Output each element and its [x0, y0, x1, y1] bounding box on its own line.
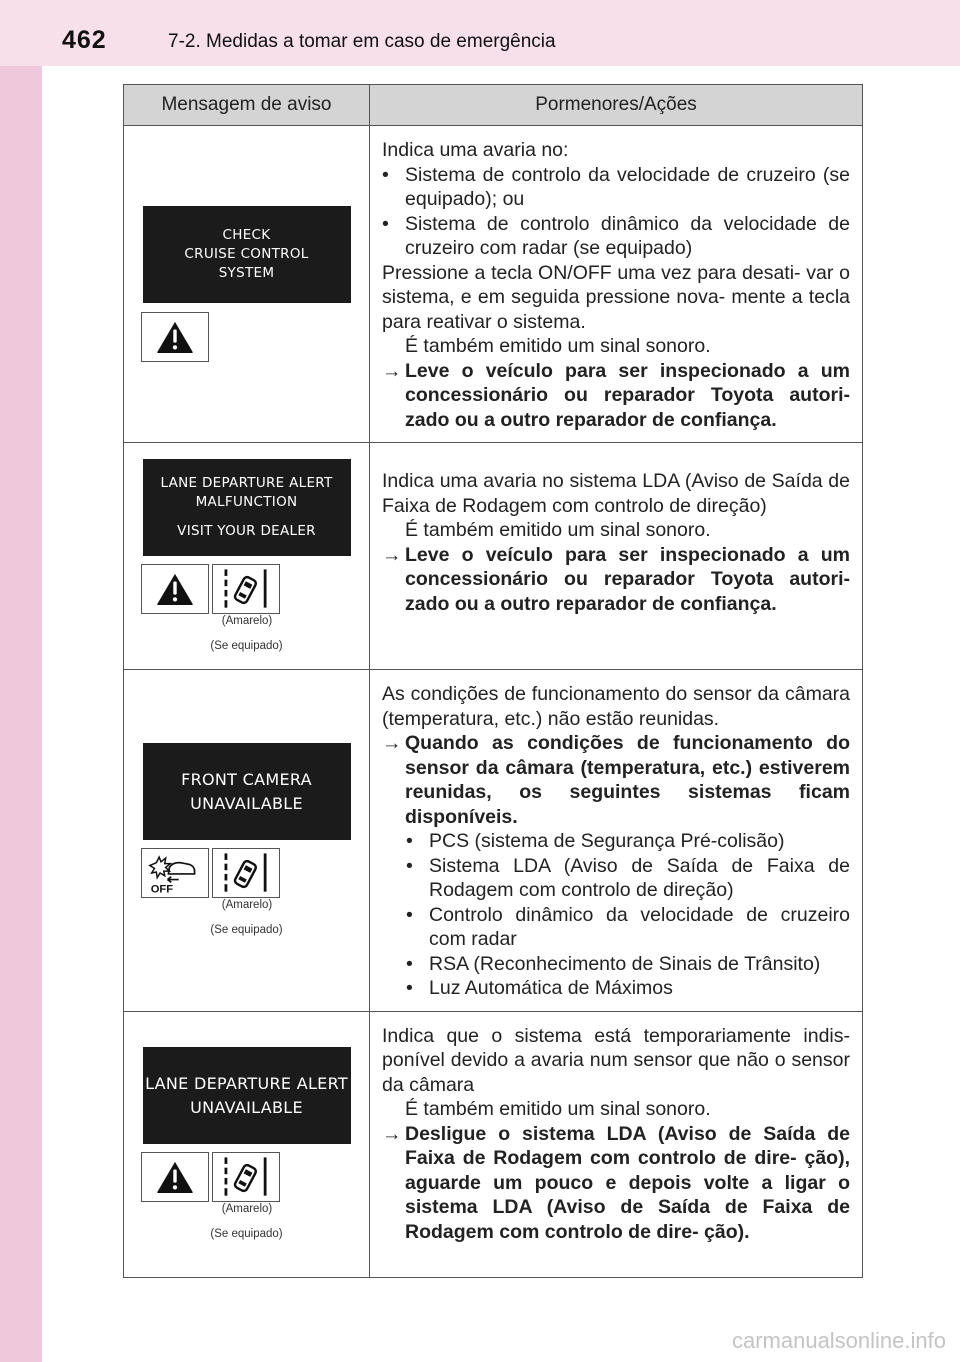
equipped-note: (Se equipado)	[210, 640, 283, 652]
screen-line: LANE DEPARTURE ALERT	[160, 475, 333, 491]
screen-line: LANE DEPARTURE ALERT	[145, 1073, 348, 1093]
table-row	[124, 1011, 863, 1277]
system-list-item: • RSA (Reconhecimento de Sinais de Trânsito)	[406, 952, 821, 975]
table-row	[124, 670, 863, 1012]
table-row	[124, 126, 863, 443]
warning-messages-table	[123, 84, 863, 1278]
system-text: Luz Automática de Máximos	[429, 977, 673, 999]
warning-triangle-icon	[141, 564, 209, 614]
action-text: Desligue o sistema LDA (Aviso de Saída de Faixa de Rodagem com controlo de dire- ção), aguarde um pouco e depois volte a ligar o sistema LDA (Aviso de Saída de Faixa de Rodagem com controlo de dire- ção).	[405, 1122, 850, 1243]
lane-departure-icon	[212, 1152, 280, 1202]
action-text: Leve o veículo para ser inspecionado a um concessionário ou reparador Toyota autori- zado ou a outro reparador de confiança.	[405, 359, 850, 431]
details-cell	[370, 443, 863, 670]
detail-bullet: • Sistema de controlo dinâmico da velocidade de cruzeiro com radar (se equipado)	[382, 212, 850, 259]
screen-line: UNAVAILABLE	[190, 1097, 303, 1117]
buzzer-note: É também emitido um sinal sonoro.	[405, 335, 711, 357]
table-header-row	[124, 85, 863, 126]
lane-departure-icon	[212, 848, 280, 898]
warning-message-cell	[124, 126, 370, 443]
section-title: 7-2. Medidas a tomar em caso de emergência	[168, 31, 556, 52]
pcs-off-icon	[141, 848, 209, 898]
detail-body: Indica uma avaria no sistema LDA (Aviso de Saída de Faixa de Rodagem com controlo de direção)	[382, 470, 850, 517]
screen-line: VISIT YOUR DEALER	[177, 523, 316, 539]
system-list-item: • Sistema LDA (Aviso de Saída de Faixa de Rodagem com controlo de direção)	[406, 854, 850, 901]
indicator-color-note: (Amarelo)	[221, 615, 273, 627]
warning-triangle-icon	[141, 1152, 209, 1202]
bullet-text: Sistema de controlo da velocidade de cruzeiro (se equipado); ou	[405, 163, 850, 210]
warning-message-cell	[124, 1011, 370, 1277]
action-instruction: → Leve o veículo para ser inspecionado a um concessionário ou reparador Toyota autori- zado ou a outro reparador de confiança.	[382, 359, 850, 431]
equipped-note: (Se equipado)	[210, 924, 283, 937]
display-message-screen	[143, 206, 351, 303]
indicator-color-note: (Amarelo)	[221, 899, 273, 912]
screen-line: CRUISE CONTROL	[184, 246, 309, 262]
detail-body: As condições de funcionamento do sensor da câmara (temperatura, etc.) não estão reunidas.	[382, 683, 850, 730]
details-cell	[370, 126, 863, 443]
system-text: RSA (Reconhecimento de Sinais de Trânsito)	[429, 952, 821, 975]
system-text: Controlo dinâmico da velocidade de cruzeiro com radar	[429, 903, 850, 950]
action-instruction: → Quando as condições de funcionamento do sensor da câmara (temperatura, etc.) estiverem reunidas, os seguintes sistemas ficam disponíveis.	[382, 732, 850, 828]
indicator-color-note: (Amarelo)	[221, 1203, 273, 1215]
detail-bullet: • Sistema de controlo da velocidade de cruzeiro (se equipado); ou	[382, 163, 850, 210]
action-instruction: → Desligue o sistema LDA (Aviso de Saída de Faixa de Rodagem com controlo de dire- ção), aguarde um pouco e depois volte a ligar o sistema LDA (Aviso de Saída de Faixa de Rodagem com controlo de dire- ção).	[382, 1122, 850, 1243]
screen-line: CHECK	[222, 227, 271, 243]
screen-line: FRONT CAMERA	[181, 769, 312, 789]
table-row	[124, 443, 863, 670]
bullet-text: Sistema de controlo dinâmico da velocidade de cruzeiro com radar (se equipado)	[405, 212, 850, 259]
equipped-note: (Se equipado)	[210, 1228, 283, 1240]
display-message-screen	[143, 459, 351, 556]
column-header-message: Mensagem de aviso	[124, 85, 370, 126]
details-cell	[370, 1011, 863, 1277]
warning-triangle-icon	[141, 312, 209, 362]
detail-intro: Indica uma avaria no:	[382, 139, 569, 161]
buzzer-note: É também emitido um sinal sonoro.	[405, 1098, 711, 1120]
screen-line: SYSTEM	[218, 265, 275, 281]
system-text: Sistema LDA (Aviso de Saída de Faixa de Rodagem com controlo de direção)	[429, 854, 850, 901]
watermark: carmanualsonline.info	[731, 1328, 946, 1353]
display-message-screen	[143, 1047, 351, 1144]
warning-message-cell	[124, 670, 370, 1012]
chapter-tab-strip	[0, 0, 42, 1362]
lane-departure-icon	[212, 564, 280, 614]
buzzer-note: É também emitido um sinal sonoro.	[405, 519, 711, 541]
system-list-item: • Controlo dinâmico da velocidade de cruzeiro com radar	[406, 903, 850, 950]
screen-line: MALFUNCTION	[195, 494, 298, 510]
page-header	[0, 0, 960, 66]
system-list-item: • PCS (sistema de Segurança Pré-colisão)	[406, 830, 785, 852]
detail-body: Pressione a tecla ON/OFF uma vez para desati- var o sistema, e em seguida pressione nova- mente a tecla para reativar o sistema.	[382, 261, 850, 333]
action-text: Leve o veículo para ser inspecionado a um concessionário ou reparador Toyota autori- zado ou a outro reparador de confiança.	[405, 543, 850, 615]
details-cell	[370, 670, 863, 1012]
action-text: Quando as condições de funcionamento do sensor da câmara (temperatura, etc.) estiverem reunidas, os seguintes sistemas ficam disponíveis.	[405, 732, 850, 828]
screen-line: UNAVAILABLE	[190, 793, 303, 813]
action-instruction: → Leve o veículo para ser inspecionado a um concessionário ou reparador Toyota autori- zado ou a outro reparador de confiança.	[382, 543, 850, 615]
warning-message-cell	[124, 443, 370, 670]
column-header-details: Pormenores/Ações	[370, 85, 863, 126]
page-number: 462	[62, 26, 107, 54]
system-text: PCS (sistema de Segurança Pré-colisão)	[429, 830, 785, 852]
detail-body: Indica que o sistema está temporariamente indis- ponível devido a avaria num sensor que não o sensor da câmara	[382, 1024, 850, 1096]
display-message-screen	[143, 743, 351, 840]
system-list-item: • Luz Automática de Máximos	[406, 977, 673, 999]
